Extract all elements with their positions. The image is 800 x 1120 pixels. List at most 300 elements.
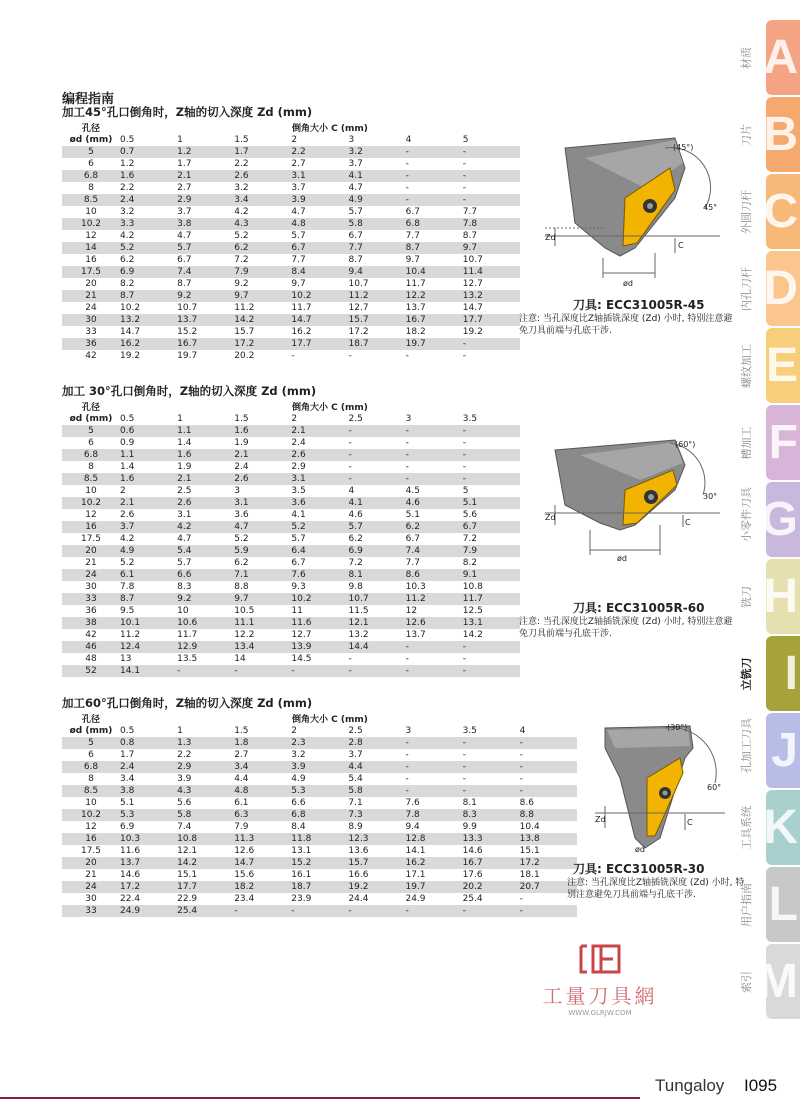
depth-cell: 11.7	[405, 279, 426, 289]
depth-cell: 8.7	[177, 279, 192, 289]
hole-diameter-cell: 10	[85, 486, 97, 496]
depth-cell: -	[291, 665, 348, 677]
depth-cell: 22.9	[177, 894, 198, 904]
depth-cell: 4.8	[291, 218, 348, 230]
zd-label: Zd	[595, 815, 606, 824]
depth-cell: 7.4	[406, 545, 463, 557]
depth-cell: 2.4	[120, 194, 177, 206]
depth-cell: -	[463, 785, 520, 797]
chamfer-size-header: 倒角大小 C (mm)	[292, 403, 368, 413]
depth-cell: 11.5	[348, 606, 369, 616]
depth-cell: 5.7	[177, 558, 192, 568]
depth-cell: 1.7	[120, 750, 135, 760]
tool-label: 刀具: ECC31005R-45	[573, 298, 705, 312]
depth-cell: 9.4	[405, 822, 420, 832]
table-row	[62, 797, 577, 809]
depth-cell: 5.7	[349, 521, 406, 533]
depth-cell: 4	[348, 486, 355, 496]
depth-cell: 7.2	[462, 534, 478, 544]
depth-cell: 9.2	[177, 593, 234, 605]
table-row	[62, 833, 577, 845]
chapter-tab-j[interactable]	[766, 713, 800, 788]
depth-cell: 7.2	[348, 558, 363, 568]
depth-cell: 10.6	[177, 617, 234, 629]
depth-cell: 4.6	[348, 510, 363, 520]
tab-label: 刀片	[740, 124, 753, 146]
table-row	[62, 737, 577, 749]
depth-cell: 9.1	[463, 569, 520, 581]
depth-cell: 5	[462, 486, 469, 496]
depth-cell: -	[463, 473, 520, 485]
chamfer-size-column: 1	[177, 135, 183, 145]
depth-cell: 8.2	[120, 279, 135, 289]
depth-cell: 9.2	[177, 290, 234, 302]
depth-cell: 7.1	[348, 798, 363, 808]
depth-cell: -	[349, 449, 406, 461]
hole-diameter-cell: 12	[85, 231, 97, 241]
depth-cell: 7.9	[234, 266, 291, 278]
angle-top-label: (45°)	[673, 143, 694, 152]
depth-cell: 8.7	[120, 290, 177, 302]
hole-diameter-cell: 8.5	[62, 785, 120, 797]
chamfer-size-column: 0.5	[120, 135, 135, 145]
depth-cell: 11.4	[463, 266, 520, 278]
depth-cell: 20.7	[520, 881, 577, 893]
depth-cell: -	[405, 462, 409, 472]
depth-cell: 12.2	[406, 290, 463, 302]
chamfer-size-column: 1	[177, 726, 183, 736]
depth-cell: -	[234, 905, 291, 917]
depth-cell: 5.2	[120, 558, 135, 568]
depth-cell: -	[348, 905, 405, 917]
depth-cell: 6.9	[120, 266, 177, 278]
tab-label: 内孔刀杆	[740, 267, 753, 311]
angle-side-label: 60°	[707, 783, 722, 792]
depth-cell: 2.6	[234, 473, 291, 485]
table-row	[62, 230, 520, 242]
footer-rule	[0, 1097, 640, 1099]
depth-cell: -	[463, 425, 520, 437]
depth-cell: 5.8	[348, 785, 405, 797]
depth-cell: 1.4	[177, 438, 192, 448]
tab-letter: M	[758, 955, 798, 1008]
section-title: 加工 30°孔口倒角时，Z轴的切入深度 Zd (mm)	[62, 384, 317, 398]
depth-cell: -	[406, 170, 463, 182]
depth-cell: 17.2	[120, 881, 177, 893]
depth-cell: 2.4	[120, 761, 177, 773]
depth-cell: 14.7	[120, 327, 141, 337]
chamfer-size-column: 1.5	[234, 726, 249, 736]
hole-diameter-cell: 6	[88, 750, 94, 760]
table-row	[62, 473, 520, 485]
depth-cell: 9.8	[348, 582, 363, 592]
depth-cell: -	[462, 183, 466, 193]
depth-cell: 8.7	[348, 255, 363, 265]
hole-diameter-cell: 20	[85, 279, 97, 289]
depth-cell: 10.8	[177, 833, 234, 845]
depth-cell: 7.7	[462, 207, 478, 217]
depth-cell: 15.7	[234, 327, 255, 337]
depth-cell: 2.6	[234, 170, 291, 182]
chapter-tab-g[interactable]	[760, 482, 800, 557]
depth-cell: 3.7	[291, 183, 306, 193]
depth-cell: 11.8	[291, 833, 348, 845]
tab-letter: I	[784, 647, 798, 700]
depth-cell: 13.2	[120, 314, 177, 326]
depth-cell: 4.9	[349, 194, 406, 206]
depth-cell: 8.2	[462, 558, 478, 568]
hole-diameter-cell: 8	[88, 462, 94, 472]
depth-cell: 17.6	[462, 870, 483, 880]
depth-cell: 4.9	[291, 774, 306, 784]
table-row	[62, 557, 520, 569]
chamfer-size-column: 1	[177, 414, 183, 424]
depth-cell: -	[519, 750, 523, 760]
depth-cell: 0.6	[120, 425, 177, 437]
depth-cell: 15.7	[348, 857, 405, 869]
chapter-tab-h[interactable]	[763, 559, 800, 634]
tab-letter: D	[763, 262, 798, 315]
table-row	[62, 509, 520, 521]
depth-cell: 0.7	[120, 146, 177, 158]
chapter-tab-k[interactable]	[763, 790, 800, 865]
depth-cell: 7.4	[177, 822, 192, 832]
chamfer-size-column: 2.5	[348, 414, 363, 424]
page-number: I095	[744, 1076, 778, 1095]
page-title: 编程指南	[62, 92, 115, 107]
depth-cell: 12.7	[348, 303, 369, 313]
chamfer-size-column: 3	[405, 726, 412, 736]
depth-cell: 15.1	[519, 846, 540, 856]
table-row	[62, 425, 520, 437]
depth-cell: 3.9	[291, 761, 348, 773]
depth-cell: 15.2	[177, 327, 198, 337]
depth-cell: -	[405, 761, 462, 773]
hole-diameter-cell: 10	[85, 798, 97, 808]
chapter-tab-i[interactable]	[766, 636, 800, 711]
depth-cell: 1.9	[177, 462, 192, 472]
depth-cell: 10.2	[291, 290, 348, 302]
depth-cell: 17.7	[291, 338, 348, 350]
watermark	[530, 942, 670, 1017]
hole-diameter-cell: 46	[62, 641, 120, 653]
depth-cell: 3.4	[120, 774, 135, 784]
angle-side-label: 30°	[703, 492, 718, 501]
depth-cell: 19.2	[462, 327, 483, 337]
depth-cell: 12.6	[234, 846, 255, 856]
depth-cell: 12.7	[291, 630, 312, 640]
table-row	[62, 749, 577, 761]
depth-cell: 8.7	[406, 242, 463, 254]
depth-cell: 2.5	[177, 486, 192, 496]
table-row	[62, 785, 577, 797]
depth-cell: 3.1	[291, 170, 348, 182]
depth-cell: 16.2	[405, 857, 462, 869]
depth-cell: -	[405, 183, 409, 193]
hole-diameter-cell: 42	[85, 351, 97, 361]
depth-cell: 17.7	[177, 881, 234, 893]
depth-cell: 9.4	[349, 266, 406, 278]
depth-cell: 9.7	[234, 593, 291, 605]
chamfer-size-column: 1.5	[234, 414, 249, 424]
depth-cell: -	[462, 159, 466, 169]
depth-cell: 5.2	[234, 231, 249, 241]
depth-cell: 20.2	[463, 881, 520, 893]
depth-cell: 9.7	[234, 290, 291, 302]
depth-cell: 16.6	[348, 870, 369, 880]
depth-cell: 2.6	[177, 497, 234, 509]
depth-cell: 11.2	[234, 303, 255, 313]
depth-cell: 16.1	[291, 870, 312, 880]
table-row	[62, 629, 520, 641]
depth-cell: 13.1	[291, 846, 312, 856]
tab-letter: G	[760, 493, 798, 546]
depth-cell: -	[405, 905, 462, 917]
depth-cell: 14.7	[462, 303, 483, 313]
hole-diameter-cell: 6	[88, 159, 94, 169]
brand-name: Tungaloy	[655, 1076, 725, 1095]
chapter-tab-d[interactable]	[763, 251, 800, 326]
depth-cell: 13.7	[405, 630, 426, 640]
depth-cell: 4.7	[177, 231, 192, 241]
depth-cell: -	[463, 737, 520, 749]
depth-cell: 8.4	[291, 822, 306, 832]
table-row	[62, 350, 520, 362]
hole-diameter-cell: 21	[62, 290, 120, 302]
depth-cell: 1.3	[177, 737, 234, 749]
depth-cell: 4.2	[120, 534, 135, 544]
table-row	[62, 893, 577, 905]
depth-cell: 2.7	[234, 750, 249, 760]
c-label: C	[678, 241, 684, 250]
depth-cell: 8.3	[177, 582, 192, 592]
depth-cell: 5.1	[405, 510, 420, 520]
depth-cell: 10.5	[234, 606, 255, 616]
depth-cell: 13.7	[405, 303, 426, 313]
depth-cell: 13	[120, 654, 132, 664]
depth-cell: 1.6	[234, 425, 291, 437]
depth-cell: 2.4	[234, 462, 249, 472]
depth-cell: 3.4	[234, 194, 291, 206]
depth-cell: 8.3	[463, 809, 520, 821]
depth-cell: 10.1	[120, 617, 177, 629]
hole-diameter-cell: 8	[88, 774, 94, 784]
table-row	[62, 266, 520, 278]
depth-cell: 1.2	[177, 146, 234, 158]
depth-cell: 2.7	[291, 159, 306, 169]
hole-diameter-cell: 24	[85, 303, 97, 313]
depth-cell: 11.7	[177, 630, 198, 640]
table-row	[62, 809, 577, 821]
depth-cell: 0.9	[120, 438, 135, 448]
depth-cell: -	[520, 737, 577, 749]
hole-diameter-cell: 24	[62, 569, 120, 581]
depth-cell: 4.7	[291, 207, 306, 217]
table-row	[62, 302, 520, 314]
depth-cell: 6.7	[177, 255, 192, 265]
depth-cell: -	[177, 665, 234, 677]
depth-cell: -	[520, 905, 577, 917]
depth-cell: 6.6	[291, 798, 306, 808]
tab-letter: B	[763, 108, 798, 161]
depth-cell: 10.3	[405, 582, 426, 592]
depth-cell: 6.7	[348, 231, 363, 241]
depth-cell: 24.4	[348, 894, 369, 904]
depth-cell: 10.7	[177, 303, 198, 313]
depth-cell: -	[463, 449, 520, 461]
depth-cell: 11	[291, 606, 303, 616]
depth-cell: 2.1	[177, 170, 234, 182]
depth-cell: 1.2	[120, 159, 135, 169]
depth-cell: 10.7	[462, 255, 483, 265]
depth-cell: 6.1	[234, 798, 249, 808]
depth-cell: 3.1	[291, 473, 348, 485]
hole-diameter-cell: 6.8	[62, 761, 120, 773]
hole-diameter-cell: 14	[62, 242, 120, 254]
depth-cell: 7.8	[405, 809, 462, 821]
chapter-tab-e[interactable]	[766, 328, 800, 403]
depth-cell: 10.4	[519, 822, 540, 832]
depth-cell: 4.3	[234, 218, 291, 230]
depth-cell: -	[405, 351, 409, 361]
depth-cell: -	[405, 654, 409, 664]
depth-cell: 10.7	[349, 593, 406, 605]
tab-label: 用户指南	[740, 883, 753, 927]
table-row	[62, 533, 520, 545]
depth-cell: 12.2	[234, 630, 255, 640]
depth-cell: -	[462, 750, 466, 760]
diameter-label: ød	[623, 279, 633, 288]
depth-cell: 6.7	[405, 207, 420, 217]
depth-cell: 13.1	[463, 617, 520, 629]
depth-cell: 13.7	[177, 314, 234, 326]
depth-cell: -	[405, 159, 409, 169]
table-row	[62, 158, 520, 170]
depth-cell: 4.5	[405, 486, 420, 496]
chapter-tab-c[interactable]	[763, 174, 800, 249]
tab-letter: J	[771, 724, 798, 777]
depth-cell: 6.2	[234, 558, 249, 568]
tab-letter: H	[763, 570, 798, 623]
depth-cell: 2.2	[234, 159, 249, 169]
depth-cell: 7.7	[349, 242, 406, 254]
depth-cell: 11.2	[349, 290, 406, 302]
depth-cell: 5.4	[177, 545, 234, 557]
depth-cell: 3.2	[120, 207, 135, 217]
depth-cell: 7.9	[234, 822, 249, 832]
chapter-tab-f[interactable]	[766, 405, 800, 480]
depth-table	[62, 124, 520, 362]
depth-cell: -	[463, 194, 520, 206]
depth-cell: 12.5	[462, 606, 483, 616]
hole-diameter-cell: 16	[85, 255, 97, 265]
depth-cell: 17.2	[520, 857, 577, 869]
depth-cell: 5.7	[291, 231, 306, 241]
chapter-tab-m[interactable]	[758, 944, 800, 1019]
depth-cell: 3.7	[120, 521, 177, 533]
depth-cell: 23.4	[234, 894, 255, 904]
c-label: C	[685, 518, 691, 527]
tab-label: 螺纹加工	[740, 344, 753, 388]
chamfer-size-column: 4	[519, 726, 526, 736]
depth-cell: 16.7	[463, 857, 520, 869]
tab-label: 外圆刀杆	[740, 190, 753, 234]
depth-cell: -	[463, 170, 520, 182]
depth-cell: 1.4	[120, 462, 135, 472]
depth-cell: 4.4	[348, 761, 405, 773]
depth-cell: 8.7	[462, 231, 478, 241]
chamfer-size-column: 4	[405, 135, 412, 145]
depth-cell: 3.5	[291, 486, 306, 496]
depth-cell: 1.7	[234, 146, 291, 158]
depth-cell: 9.9	[462, 822, 477, 832]
table-row	[62, 182, 520, 194]
depth-cell: 4.1	[291, 510, 306, 520]
table-row	[62, 461, 520, 473]
section-title: 加工45°孔口倒角时，Z轴的切入深度 Zd (mm)	[62, 105, 313, 119]
depth-cell: 2.9	[177, 761, 234, 773]
depth-cell: 15.7	[349, 314, 406, 326]
depth-cell: 8.1	[462, 798, 477, 808]
table-row	[62, 314, 520, 326]
depth-cell: -	[463, 338, 520, 350]
chapter-tab-b[interactable]	[763, 97, 800, 172]
depth-cell: 5.3	[120, 809, 177, 821]
depth-cell: 5.2	[291, 521, 348, 533]
depth-cell: 18.2	[405, 327, 426, 337]
hole-diameter-cell: 10.2	[62, 809, 120, 821]
table-row	[62, 254, 520, 266]
depth-cell: 2.9	[177, 194, 234, 206]
depth-cell: -	[406, 449, 463, 461]
hole-unit-header: ød (mm)	[69, 135, 113, 145]
depth-cell: 17.7	[463, 314, 520, 326]
tool-note: 注意: 当孔深度比Z轴插铣深度 (Zd) 小时, 特别注意避免刀具前端与孔底干涉.	[519, 617, 733, 639]
hole-diameter-cell: 24	[62, 881, 120, 893]
hole-diameter-header: 孔径	[81, 715, 100, 725]
depth-cell: -	[349, 425, 406, 437]
table-row	[62, 569, 520, 581]
section-title: 加工60°孔口倒角时，Z轴的切入深度 Zd (mm)	[62, 696, 313, 710]
hole-diameter-cell: 21	[85, 870, 97, 880]
depth-cell: -	[405, 438, 409, 448]
depth-cell: 13.2	[463, 290, 520, 302]
table-row	[62, 437, 520, 449]
depth-cell: -	[463, 641, 520, 653]
tab-letter: K	[763, 801, 798, 854]
depth-cell: 11.2	[120, 630, 141, 640]
chapter-tab-a[interactable]	[763, 20, 800, 95]
depth-cell: 6.3	[234, 809, 291, 821]
depth-cell: 8.8	[520, 809, 577, 821]
depth-cell: 5.4	[348, 774, 363, 784]
depth-cell: 14.5	[291, 654, 312, 664]
table-row	[62, 905, 577, 917]
angle-side-label: 45°	[703, 203, 718, 212]
table-row	[62, 617, 520, 629]
tab-label: 铣刀	[740, 586, 753, 608]
depth-cell: 2.1	[234, 449, 291, 461]
depth-cell: 12.3	[348, 833, 405, 845]
hole-diameter-header: 孔径	[81, 403, 100, 413]
depth-cell: 15.1	[177, 870, 198, 880]
chamfer-size-column: 0.5	[120, 726, 135, 736]
chapter-tab-l[interactable]	[766, 867, 800, 942]
depth-cell: 2.1	[120, 497, 177, 509]
depth-cell: 4.7	[348, 183, 363, 193]
table-row	[62, 653, 520, 665]
depth-cell: 7.7	[405, 231, 420, 241]
